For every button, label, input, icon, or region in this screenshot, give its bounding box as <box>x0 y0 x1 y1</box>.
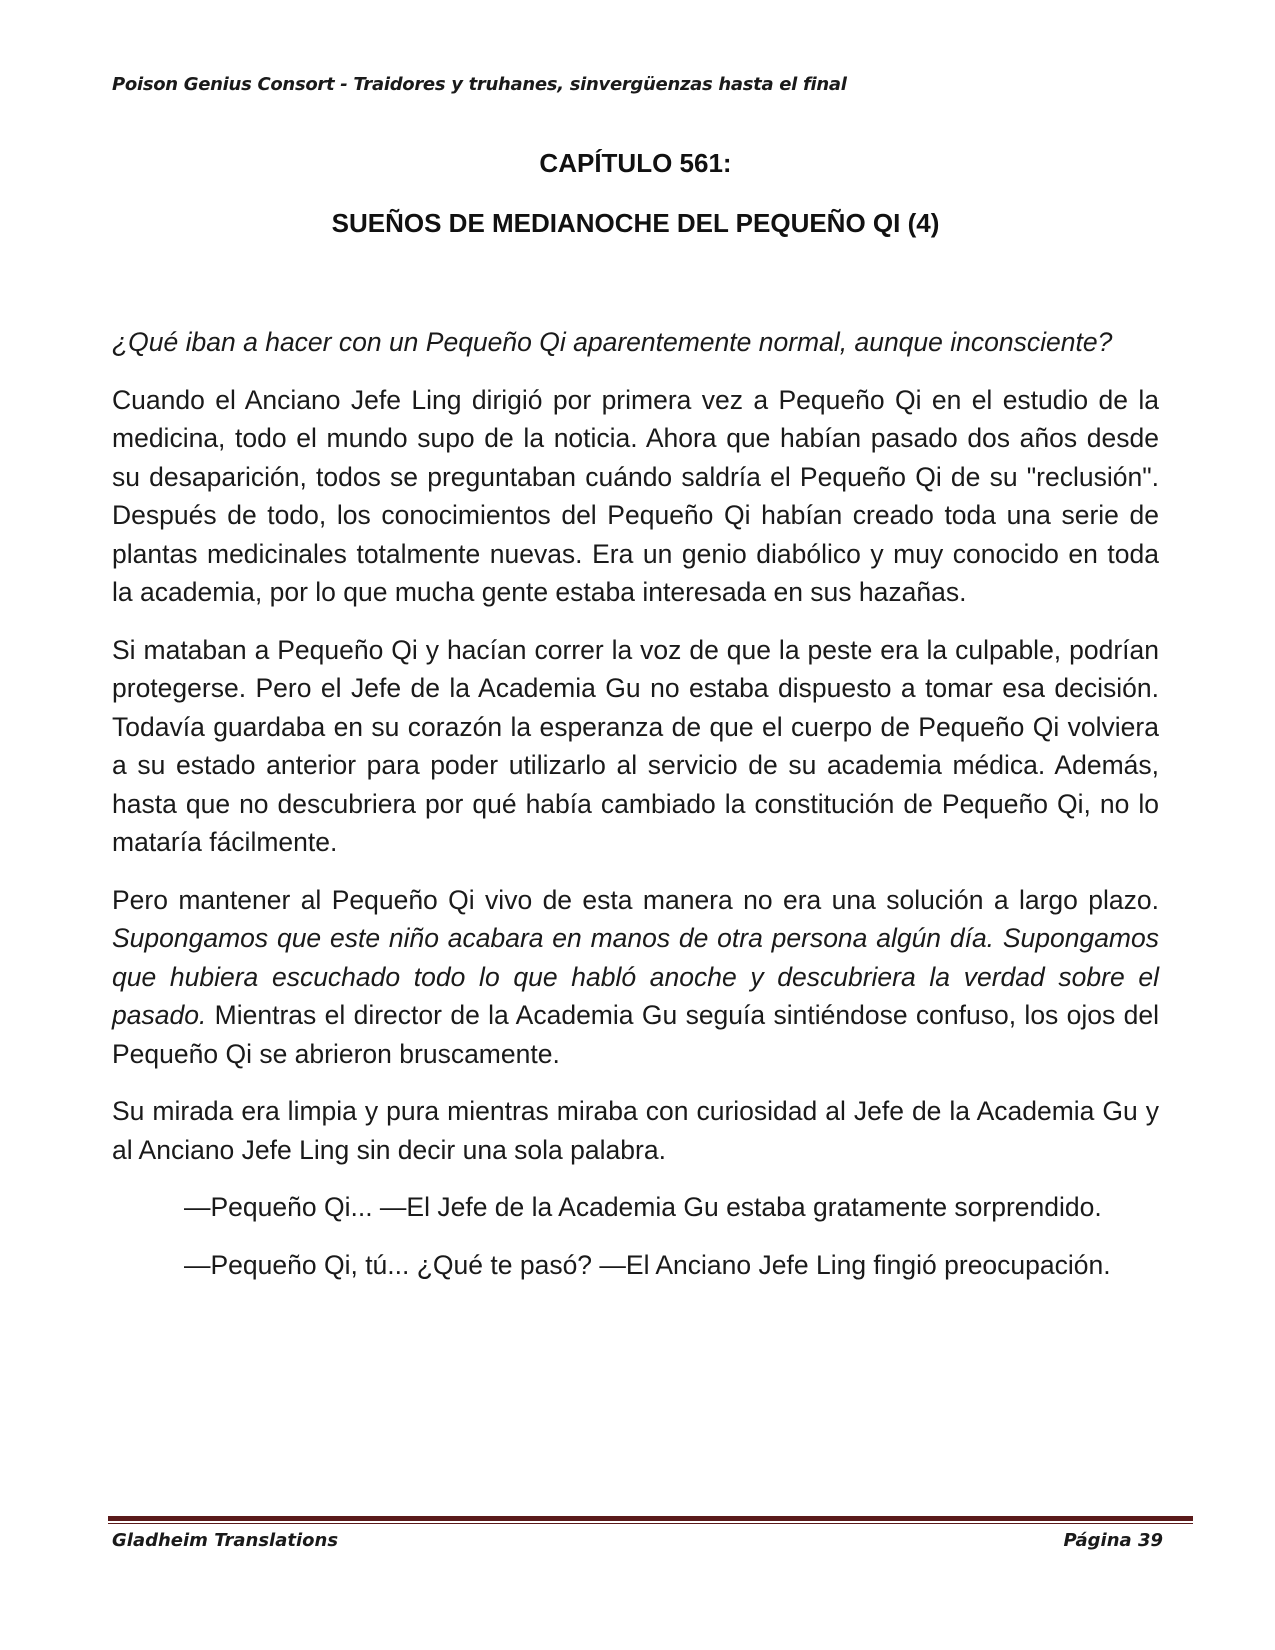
footer-divider <box>108 1516 1193 1526</box>
paragraph-3: Si mataban a Pequeño Qi y hacían correr la voz de que la peste era la culpable, podrían protegerse. Pero el Jefe de la Academia Gu no estaba dispuesto a tomar esa decisión. Todavía guardaba en su corazón la esperanza de que el cuerpo de Pequeño Qi volviera a su estado anterior para poder utilizarlo al servicio de su academia médica. Además, hasta que no descubriera por qué había cambiado la constitución de Pequeño Qi, no lo mataría fácilmente. <box>112 634 1159 857</box>
paragraph-4-start: Pero mantener al Pequeño Qi vivo de esta manera no era una solución a largo plazo. <box>112 884 1159 915</box>
footer-divider-thin <box>108 1523 1193 1524</box>
running-header: Poison Genius Consort - Traidores y truhanes, sinvergüenzas hasta el final <box>112 74 847 95</box>
body-text <box>112 323 1159 1303</box>
footer-publisher: Gladheim Translations <box>112 1530 339 1551</box>
paragraph-2: Cuando el Anciano Jefe Ling dirigió por primera vez a Pequeño Qi en el estudio de la medicina, todo el mundo supo de la noticia. Ahora que habían pasado dos años desde su desaparición, todos se preguntaban cuándo saldría el Pequeño Qi de su "reclusión". Después de todo, los conocimientos del Pequeño Qi habían creado toda una serie de plantas medicinales totalmente nuevas. Era un genio diabólico y muy conocido en toda la academia, por lo que mucha gente estaba interesada en sus hazañas. <box>112 384 1159 607</box>
chapter-title: SUEÑOS DE MEDIANOCHE DEL PEQUEÑO QI (4) <box>331 208 940 238</box>
chapter-number: CAPÍTULO 561: <box>539 148 732 178</box>
paragraph-1: ¿Qué iban a hacer con un Pequeño Qi aparentemente normal, aunque inconsciente? <box>112 327 1113 357</box>
paragraph-4-end: Mientras el director de la Academia Gu seguía sintiéndose confuso, los ojos del Pequeño Qi se abrieron bruscamente. <box>112 1000 1159 1069</box>
paragraph-4 <box>112 881 1159 1074</box>
footer-divider-thick <box>108 1516 1193 1521</box>
paragraph-7: —Pequeño Qi, tú... ¿Qué te pasó? —El Anciano Jefe Ling fingió preocupación. <box>184 1249 1111 1280</box>
paragraph-4-italic: Supongamos que este niño acabara en manos de otra persona algún día. Supongamos que hubiera escuchado todo lo que habló anoche y descubriera la verdad sobre el pasado. <box>112 923 1159 1030</box>
paragraph-6: —Pequeño Qi... —El Jefe de la Academia Gu estaba gratamente sorprendido. <box>184 1192 1102 1222</box>
paragraph-5: Su mirada era limpia y pura mientras miraba con curiosidad al Jefe de la Academia Gu y al Anciano Jefe Ling sin decir una sola palabra. <box>112 1096 1159 1165</box>
footer-page-number: Página 39 <box>1063 1530 1163 1551</box>
